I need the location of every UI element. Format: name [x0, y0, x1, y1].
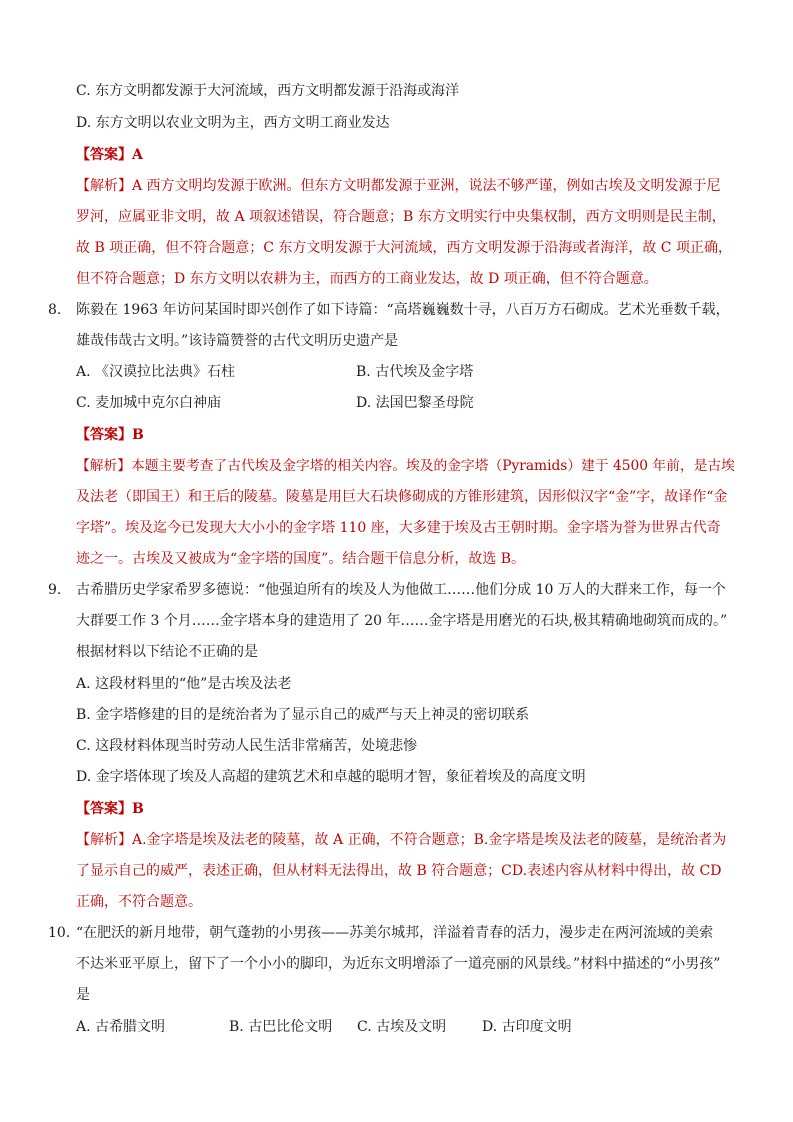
q10-number: 10.: [48, 925, 71, 941]
q8-option-b[interactable]: B. 古代埃及金字塔: [356, 364, 474, 380]
q8-analysis-line: 迹之一。古埃及又被成为“金字塔的国度”。结合题干信息分析，故选 B。: [76, 551, 526, 567]
q9-option-a[interactable]: A. 这段材料里的“他”是古埃及法老: [76, 676, 292, 692]
q9-stem-line: 大群要工作 3 个月……金字塔本身的建造用了 20 年……金字塔是用磨光的石块,极其精确地砌筑而成的。”: [76, 613, 728, 629]
q8-option-a[interactable]: A. 《汉谟拉比法典》石柱: [76, 364, 236, 380]
q8-analysis-line: 及法老（即国王）和王后的陵墓。陵墓是用巨大石块修砌成的方锥形建筑，因形似汉字“金”字，故译作“金: [76, 489, 728, 505]
q9-analysis-line: 了显示自己的威严，表述正确，但从材料无法得出，故 B 符合题意；CD.表述内容从材料中得出，故 CD: [76, 863, 722, 879]
q7-option-c: C. 东方文明都发源于大河流域，西方文明都发源于沿海或海洋: [76, 83, 460, 99]
q8-number: 8.: [48, 302, 62, 318]
q8-answer: 【答案】B: [76, 427, 144, 443]
q9-stem-line: 古希腊历史学家希罗多德说：“他强迫所有的埃及人为他做工……他们分成 10 万人的大群来工作，每一个: [76, 582, 726, 598]
q7-analysis-line: 故 B 项正确，但不符合题意；C 东方文明发源于大河流域，西方文明发源于沿海或者海洋，故 C 项正确，: [76, 240, 732, 256]
q10-stem-line: “在肥沃的新月地带，朝气蓬勃的小男孩——苏美尔城邦，洋溢着青春的活力，漫步走在两河流域的美索: [76, 925, 714, 941]
q10-option-a[interactable]: A. 古希腊文明: [76, 1019, 166, 1035]
q10-option-b[interactable]: B. 古巴比伦文明: [229, 1019, 333, 1035]
q7-option-d: D. 东方文明以农业文明为主，西方文明工商业发达: [76, 115, 390, 131]
q7-analysis-line: 罗河，应属亚非文明，故 A 项叙述错误，符合题意；B 东方文明实行中央集权制，西方文明则是民主制，: [76, 209, 726, 225]
q8-analysis-line: 【解析】本题主要考查了古代埃及金字塔的相关内容。埃及的金字塔（Pyramids）建于 4500 年前，是古埃: [76, 458, 735, 474]
q8-option-d[interactable]: D. 法国巴黎圣母院: [356, 395, 474, 411]
q10-stem-line: 不达米亚平原上，留下了一个小小的脚印，为近东文明增添了一道亮丽的风景线。”材料中描述的“小男孩”: [76, 956, 721, 972]
q8-option-c[interactable]: C. 麦加城中克尔白神庙: [76, 395, 222, 411]
q10-option-c[interactable]: C. 古埃及文明: [357, 1019, 447, 1035]
q9-option-d[interactable]: D. 金字塔体现了埃及人高超的建筑艺术和卓越的聪明才智，象征着埃及的高度文明: [76, 769, 586, 785]
q7-answer: 【答案】A: [76, 147, 143, 163]
q9-analysis-line: 【解析】A.金字塔是埃及法老的陵墓，故 A 正确，不符合题意；B.金字塔是埃及法老的陵墓，是统治者为: [76, 832, 727, 848]
q10-option-d[interactable]: D. 古印度文明: [482, 1019, 572, 1035]
q10-stem-line: 是: [76, 987, 90, 1003]
q9-stem-line: 根据材料以下结论不正确的是: [76, 644, 258, 660]
q9-number: 9.: [48, 582, 62, 598]
q9-analysis-line: 正确，不符合题意。: [76, 894, 202, 910]
q8-analysis-line: 字塔”。埃及迄今已发现大大小小的金字塔 110 座，大多建于埃及古王朝时期。金字塔为誉为世界古代奇: [76, 520, 721, 536]
q7-analysis-line: 但不符合题意；D 东方文明以农耕为主，而西方的工商业发达，故 D 项正确，但不符合题意。: [76, 271, 658, 287]
q9-option-b[interactable]: B. 金字塔修建的目的是统治者为了显示自己的威严与天上神灵的密切联系: [76, 707, 530, 723]
q8-stem-line: 陈毅在 1963 年访问某国时即兴创作了如下诗篇：“高塔巍巍数十寻，八百万方石砌成。艺术光垂数千载，: [76, 302, 730, 318]
q7-analysis-line: 【解析】A 西方文明均发源于欧洲。但东方文明都发源于亚洲，说法不够严谨，例如古埃及文明发源于尼: [76, 178, 721, 194]
q9-option-c[interactable]: C. 这段材料体现当时劳动人民生活非常痛苦，处境悲惨: [76, 738, 418, 754]
q9-answer: 【答案】B: [76, 801, 144, 817]
q8-stem-line: 雄哉伟哉古文明。”该诗篇赞誉的古代文明历史遗产是: [76, 333, 399, 349]
